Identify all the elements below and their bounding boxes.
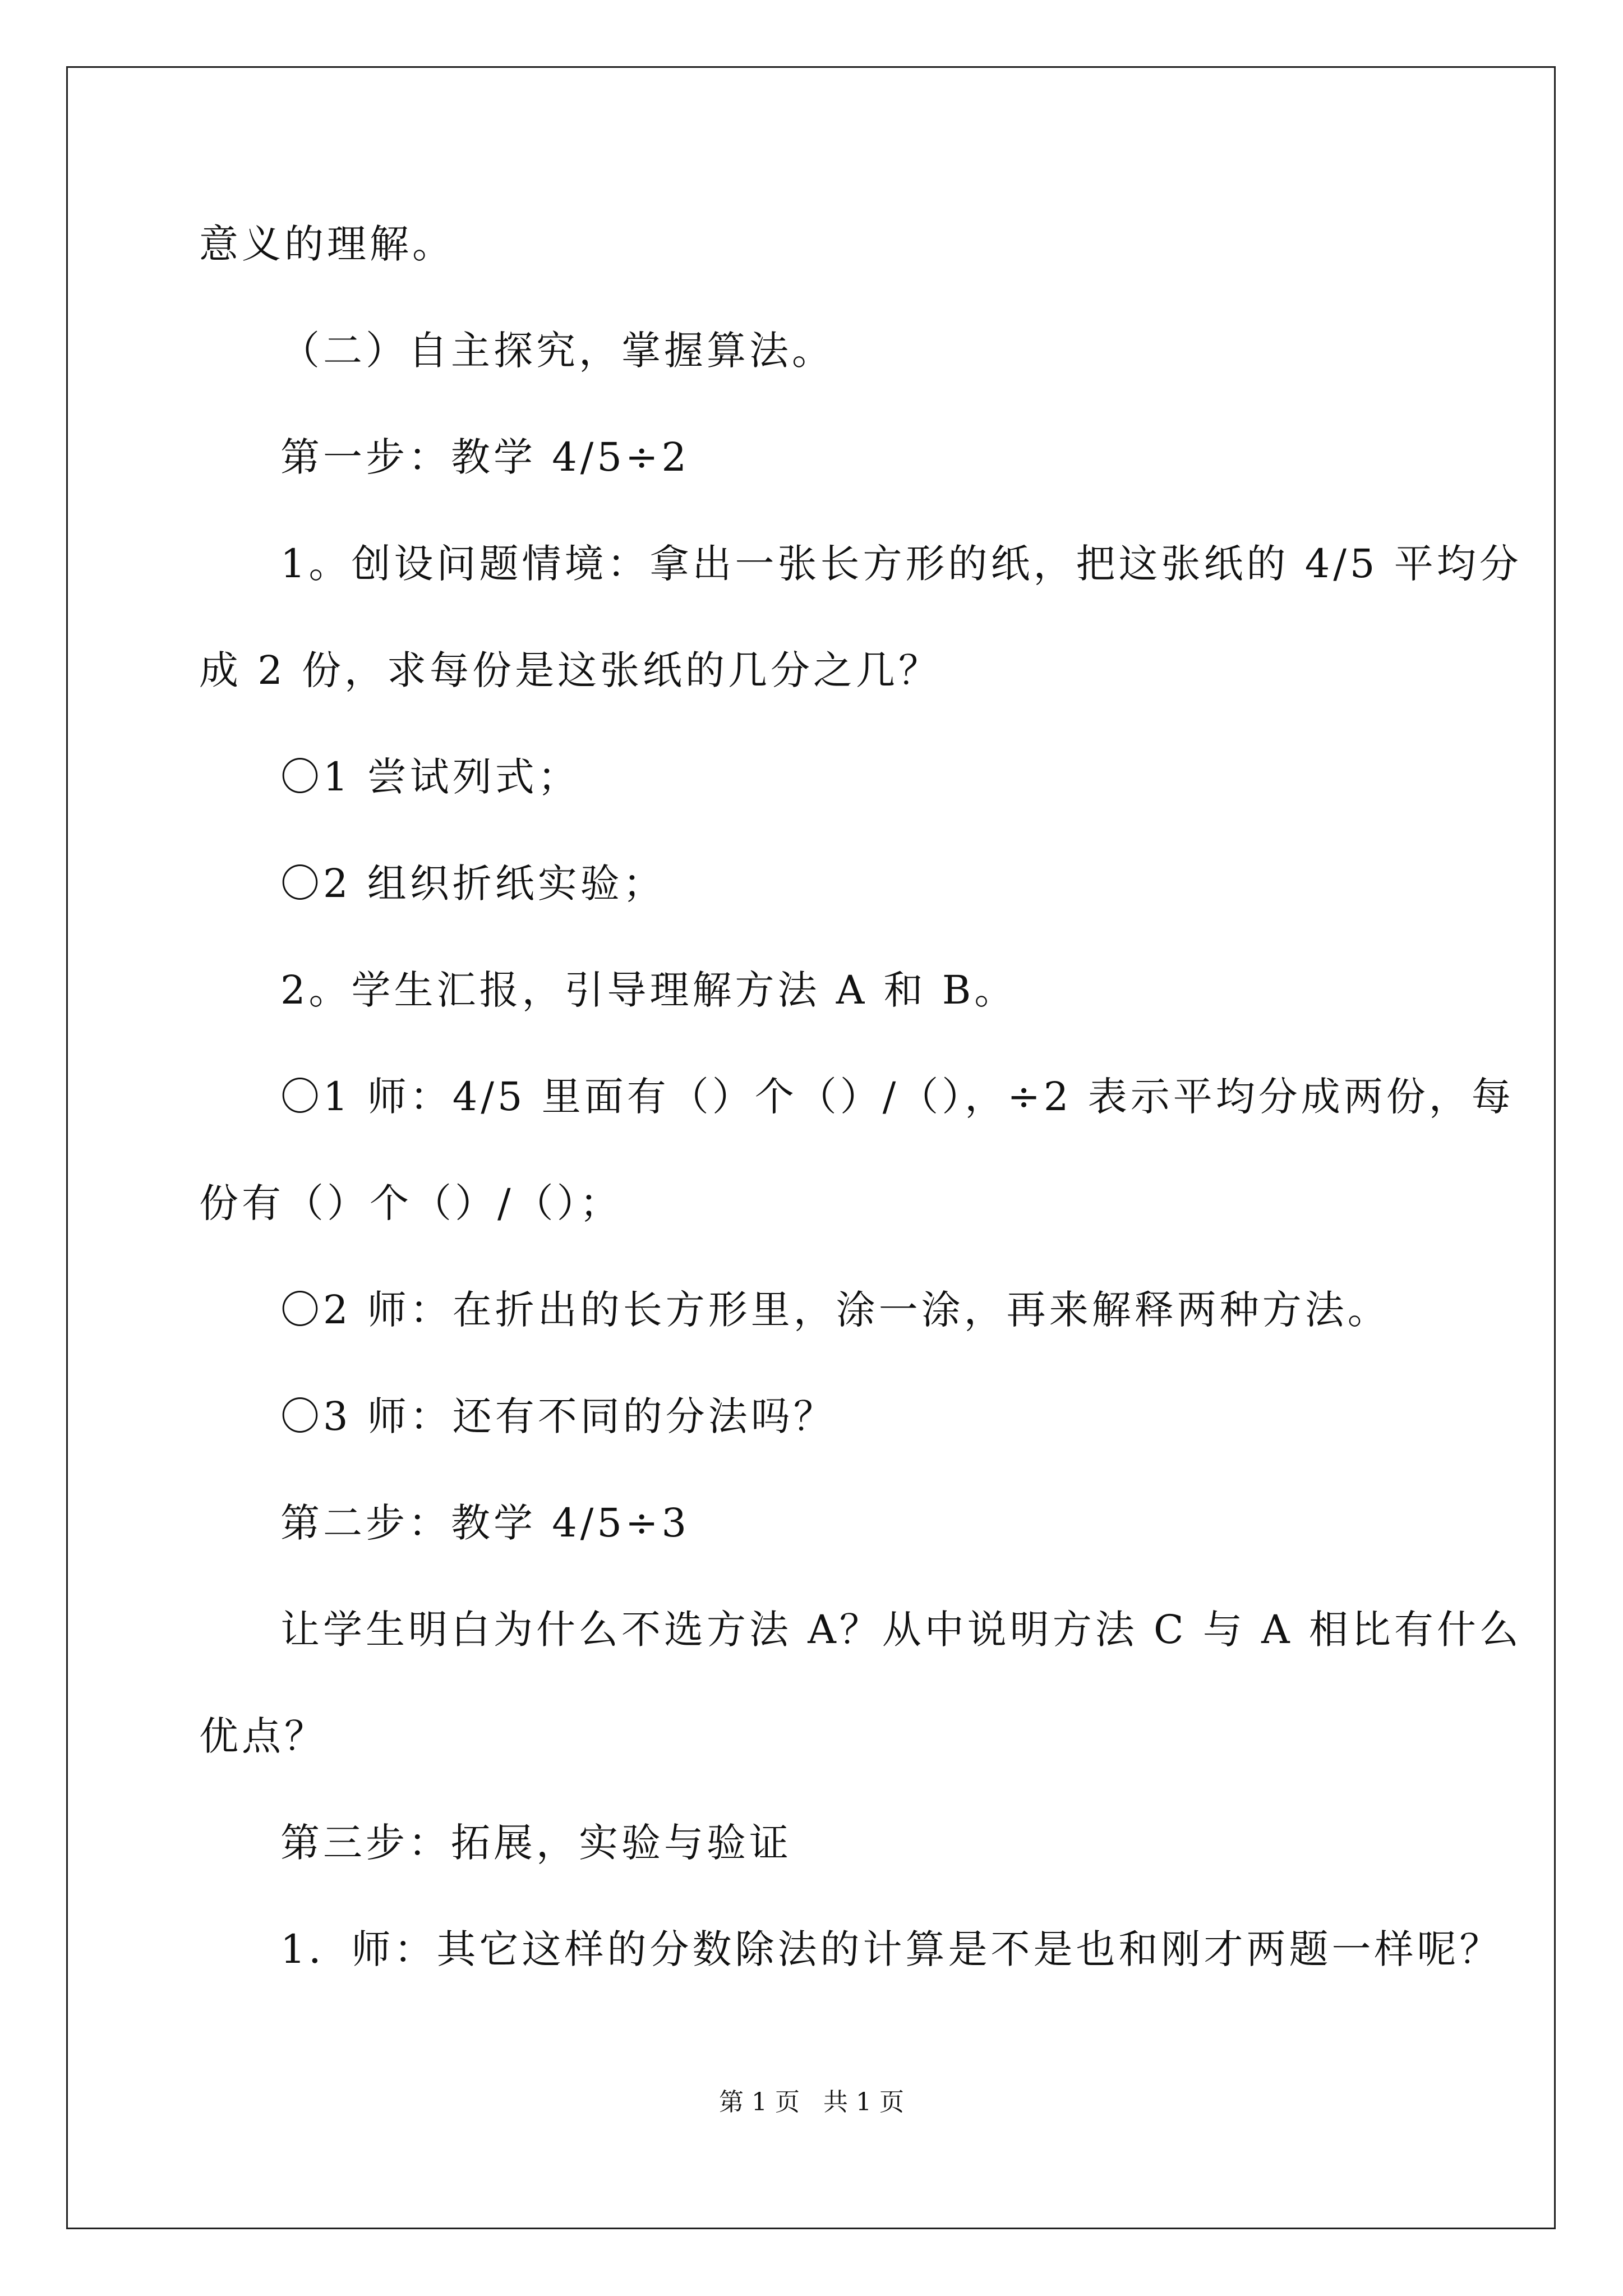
text-line-4: 1。创设问题情境：拿出一张长方形的纸，把这张纸的 4/5 平均分 [280, 541, 1522, 587]
text-line-2: （二）自主探究，掌握算法。 [280, 328, 834, 374]
text-line-17: 1．师：其它这样的分数除法的计算是不是也和刚才两题一样呢？ [280, 1926, 1502, 1972]
text-line-6: 〇1 尝试列式； [280, 754, 580, 800]
text-line-8: 2。学生汇报，引导理解方法 A 和 B。 [280, 967, 1017, 1013]
text-line-5: 成 2 份，求每份是这张纸的几分之几？ [199, 647, 942, 693]
text-line-3: 第一步：教学 4/5÷2 [280, 434, 690, 480]
text-line-1: 意义的理解。 [199, 221, 455, 267]
text-line-14: 让学生明白为什么不选方法 A？从中说明方法 C 与 A 相比有什么 [280, 1607, 1522, 1653]
text-line-7: 〇2 组织折纸实验； [280, 861, 666, 907]
page-border [66, 66, 1556, 2229]
text-line-15: 优点？ [199, 1713, 327, 1759]
text-line-13: 第二步：教学 4/5÷3 [280, 1500, 690, 1546]
page-footer: 第 1 页 共 1 页 [719, 2088, 904, 2116]
text-line-9: 〇1 师：4/5 里面有（）个（）/（），÷2 表示平均分成两份，每 [280, 1074, 1514, 1120]
text-line-12: 〇3 师：还有不同的分法吗？ [280, 1393, 836, 1439]
text-line-11: 〇2 师：在折出的长方形里，涂一涂，再来解释两种方法。 [280, 1287, 1390, 1333]
text-line-10: 份有（）个（）/（）； [199, 1180, 623, 1226]
text-line-16: 第三步：拓展，实验与验证 [280, 1820, 792, 1866]
